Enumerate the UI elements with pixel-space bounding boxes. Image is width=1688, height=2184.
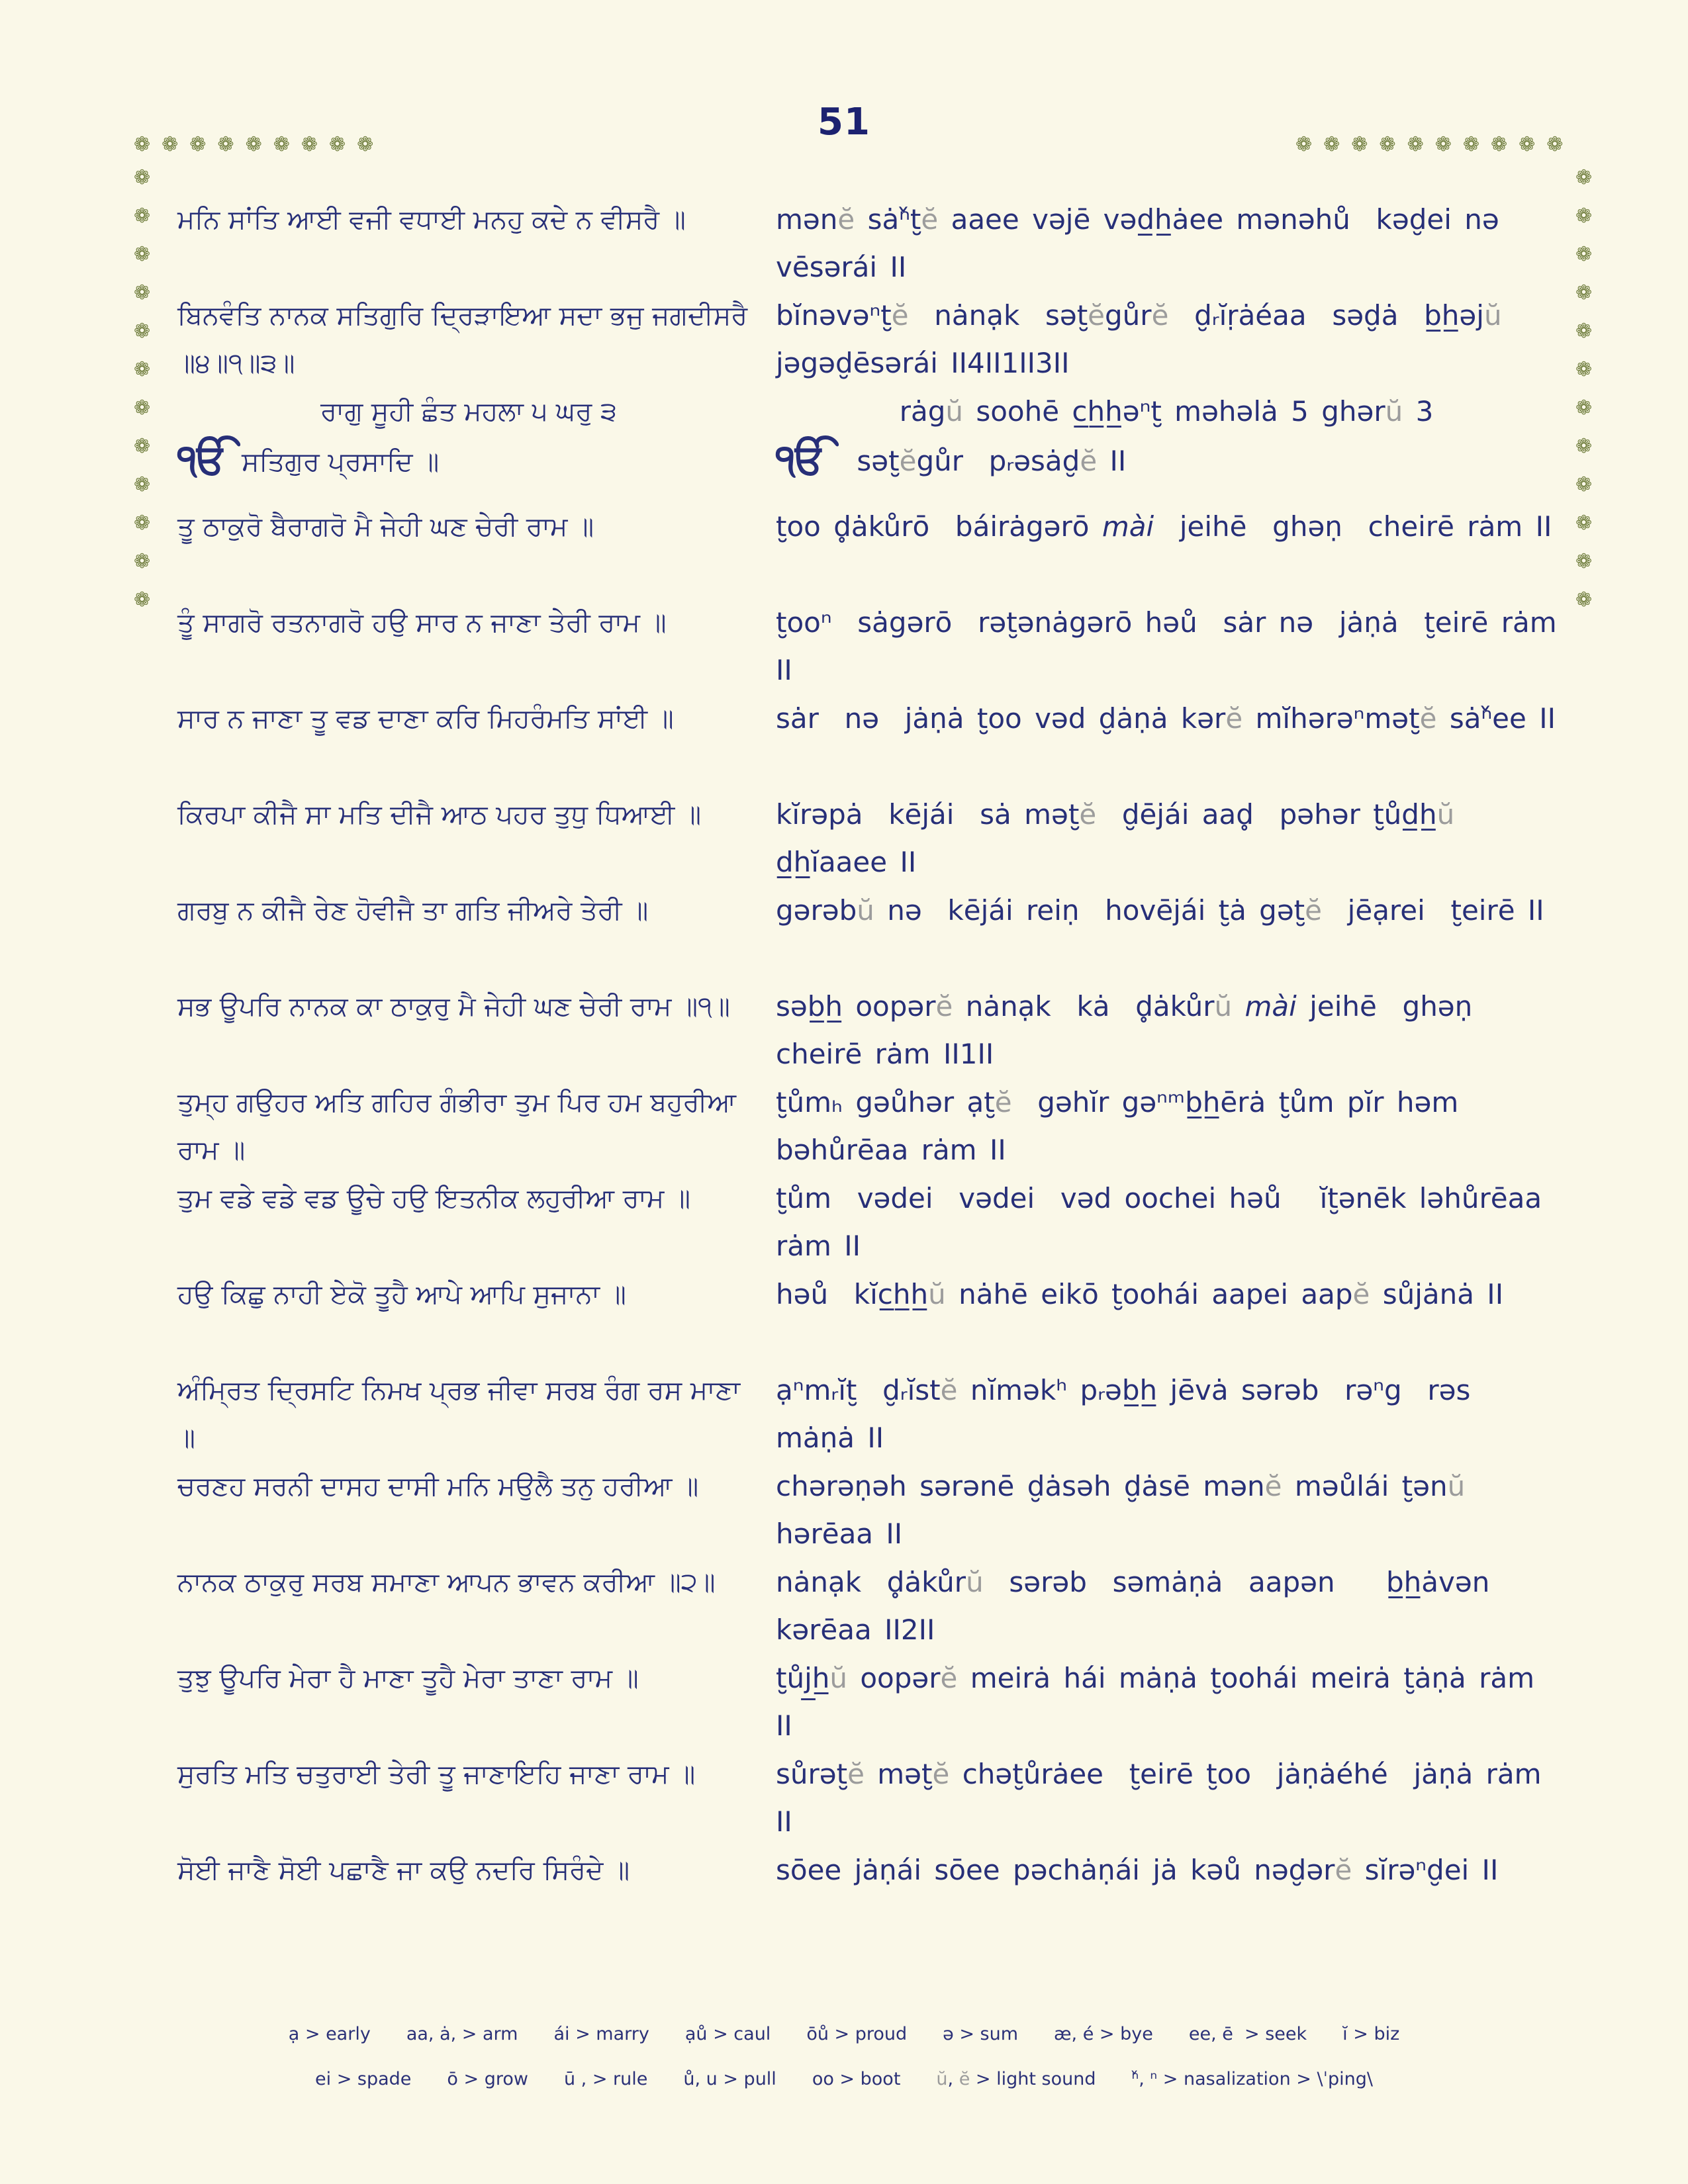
text-segment: nȧnạk d̥ȧkůrŭ sərəb səmȧṇȧ aapən b̲h̲ȧvən kərēaa II2II	[776, 1566, 1503, 1646]
key-entry	[685, 2012, 771, 2057]
light-sound-letter: ĕ	[932, 1758, 950, 1790]
flower-border-top-left	[134, 135, 373, 155]
text-segment: ŭ, ĕ > light sound	[936, 2069, 1096, 2089]
gurmukhi-text	[177, 1559, 760, 1606]
verse-row	[0, 388, 1688, 435]
key-entry	[1054, 2012, 1153, 2057]
light-sound-letter: ĕ	[940, 1374, 958, 1406]
gurmukhi-text	[177, 887, 760, 934]
light-sound-letter: ŭ	[1385, 395, 1403, 428]
verse-row	[0, 196, 1688, 292]
text-segment: ⁿ̌, ⁿ > nasalization > \ˈping\	[1131, 2069, 1373, 2089]
text-segment: ōů > proud	[806, 2024, 908, 2044]
text-segment: oo > boot	[812, 2069, 901, 2089]
verse-row	[0, 791, 1688, 887]
gurmukhi-text	[177, 599, 760, 647]
flower-icon: ❁	[245, 133, 262, 156]
key-entry	[289, 2012, 371, 2057]
text-segment: ਸੁਰਤਿ ਮਤਿ ਚਤੁਰਾਈ ਤੇਰੀ ਤੂ ਜਾਣਾਇਹਿ ਜਾਣਾ ਰਾਮ ॥	[177, 1759, 696, 1790]
flower-icon: ❁	[134, 550, 151, 573]
flower-icon: ❁	[134, 166, 151, 189]
text-segment: ਅੰਮ੍ਰਿਤ ਦ੍ਰਿਸਟਿ ਨਿਮਖ ਪ੍ਰਭ ਜੀਵਾ ਸਰਬ ਰੰਗ ਰਸ ਮਾਣਾ ॥	[177, 1375, 741, 1453]
text-segment: ái > marry	[553, 2024, 649, 2044]
flower-icon: ❁	[162, 133, 179, 156]
text-segment: həů kĭc̲h̲h̲ŭ nȧhē eikō t̮oohái aapei aapĕ sůjȧnȧ II	[776, 1278, 1504, 1310]
flower-icon: ❁	[1575, 243, 1593, 266]
transliteration-text	[776, 1751, 1557, 1846]
light-sound-letter: ŭ	[1214, 990, 1233, 1023]
text-segment: gərəbŭ nə kējái reiṇ hovējái t̮ȧ gət̮ĕ jēạrei t̮eirē II	[776, 894, 1544, 927]
flower-icon: ❁	[134, 396, 151, 420]
text-segment: ਤੂ ਠਾਕੁਰੋ ਬੈਰਾਗਰੋ ਮੈ ਜੇਹੀ ਘਣ ਚੇਰੀ ਰਾਮ ॥	[177, 512, 594, 542]
transliteration-text	[776, 791, 1557, 886]
light-sound-letter: ĕ	[921, 203, 939, 236]
light-sound-letter: ĕ	[1088, 299, 1105, 332]
key-entry	[406, 2012, 518, 2057]
text-segment: jeihē ghəṇ cheirē rȧm II1II	[776, 990, 1485, 1070]
verse-row	[0, 1175, 1688, 1271]
flower-icon: ❁	[134, 281, 151, 304]
text-segment: ō > grow	[447, 2069, 528, 2089]
flower-icon: ❁	[1575, 473, 1593, 496]
text-segment: ਸਾਰ ਨ ਜਾਣਾ ਤੂ ਵਡ ਦਾਣਾ ਕਰਿ ਮਿਹਰੰਮਤਿ ਸਾਂਈ ॥	[177, 704, 674, 734]
flower-icon: ❁	[1546, 133, 1564, 156]
flower-icon: ❁	[134, 133, 151, 156]
transliteration-text	[776, 1271, 1557, 1318]
flower-icon: ❁	[328, 133, 346, 156]
text-segment: ạ > early	[288, 2024, 371, 2044]
flower-icon: ❁	[1575, 166, 1593, 189]
verse-row	[0, 503, 1688, 599]
verse-row	[0, 435, 1688, 503]
text-segment: ਕਿਰਪਾ ਕੀਜੈ ਸਾ ਮਤਿ ਦੀਜੈ ਆਠ ਪਹਰ ਤੁਧੁ ਧਿਆਈ ॥	[177, 799, 702, 830]
key-entry	[1189, 2012, 1307, 2057]
flower-icon: ❁	[134, 205, 151, 228]
light-sound-letter: ĕ	[1352, 1278, 1370, 1310]
text-segment: sōee jȧṇái sōee pəchȧṇái jȧ kəů nəd̮ərĕ sĭrəⁿd̮ei II	[776, 1854, 1499, 1886]
flower-icon: ❁	[1575, 588, 1593, 612]
flower-icon: ❁	[301, 133, 318, 156]
gurmukhi-text	[177, 695, 760, 743]
text-segment: sət̮ĕgůr pᵣəsȧd̮ĕ II	[844, 445, 1127, 477]
light-sound-letter: ĕ	[1335, 1854, 1352, 1886]
gurmukhi-text	[177, 1271, 760, 1318]
flower-icon: ❁	[1575, 512, 1593, 535]
verse-row	[0, 695, 1688, 791]
text-segment: səb̲h̲ oopərĕ nȧnạk kȧ d̥ȧkůrŭ	[776, 990, 1233, 1023]
transliteration-text	[776, 292, 1557, 387]
light-sound-letter: ŭ	[829, 1662, 847, 1694]
transliteration-text	[776, 503, 1557, 551]
ik-onkar-symbol: ੴ	[177, 435, 242, 483]
flower-icon: ❁	[134, 473, 151, 496]
text-segment: ਸਤਿਗੁਰ ਪ੍ਰਸਾਦਿ ॥	[242, 447, 440, 477]
flower-icon: ❁	[1575, 358, 1593, 381]
text-segment: ਨਾਨਕ ਠਾਕੁਰੁ ਸਰਬ ਸਮਾਣਾ ਆਪਨ ਭਾਵਨ ਕਰੀਆ ॥੨॥	[177, 1567, 716, 1598]
transliteration-text	[776, 1559, 1557, 1654]
flower-icon: ❁	[1462, 133, 1479, 156]
pronunciation-key	[0, 2012, 1688, 2102]
gurmukhi-text	[177, 1655, 760, 1702]
light-sound-letter: ŭ	[1483, 299, 1502, 332]
light-sound-letter: ĕ	[1264, 1470, 1282, 1502]
text-segment: ਰਾਗੁ ਸੂਹੀ ਛੰਤ ਮਹਲਾ ੫ ਘਰੁ ੩	[320, 396, 617, 427]
ik-onkar-symbol: ੴ	[776, 435, 845, 483]
transliteration-text	[776, 1367, 1557, 1462]
text-segment: aa, ȧ, > arm	[406, 2024, 518, 2044]
text-segment: kĭrəpȧ kējái sȧ mət̮ĕ d̮ējái aad̥ pəhər t̮ůd̲h̲ŭ d̲h̲ĭaaee II	[776, 798, 1468, 878]
light-sound-letter: ŭ	[1436, 798, 1455, 831]
text-segment: sȧr nə jȧṇȧ t̮oo vəd d̮ȧṇȧ kərĕ mĭhərəⁿmət̮ĕ sȧⁿ̌ee II	[776, 702, 1556, 735]
light-sound-letter: ŭ	[857, 894, 874, 927]
transliteration-text	[776, 1846, 1557, 1894]
verse-row	[0, 887, 1688, 983]
transliteration-text	[776, 388, 1557, 435]
flower-icon: ❁	[1575, 205, 1593, 228]
text-segment: ਤੂੰ ਸਾਗਰੋ ਰਤਨਾਗਰੋ ਹਉ ਸਾਰ ਨ ਜਾਣਾ ਤੇਰੀ ਰਾਮ ॥	[177, 608, 667, 638]
text-segment: ū , > rule	[563, 2069, 648, 2089]
light-sound-letter: ĕ	[891, 299, 909, 332]
key-entry	[564, 2057, 647, 2102]
transliteration-text	[776, 1175, 1568, 1270]
flower-icon: ❁	[1575, 320, 1593, 343]
text-segment: mài	[1244, 990, 1297, 1023]
verse-row	[0, 1846, 1688, 1899]
page-number: 51	[818, 101, 870, 144]
text-segment: ਮਨਿ ਸਾਂਤਿ ਆਈ ਵਜੀ ਵਧਾਈ ਮਨਹੁ ਕਦੇ ਨ ਵੀਸਰੈ ॥	[177, 205, 686, 235]
flower-icon: ❁	[1379, 133, 1396, 156]
text-segment: bĭnəvəⁿt̮ĕ nȧnạk sət̮ĕgůrĕ d̮ᵣĭṛȧéaa səd̮ȧ b̲h̲əjŭ jəgəd̮ēsərái II4II1II3II	[776, 299, 1515, 379]
text-segment: ਹਉ ਕਿਛੁ ਨਾਹੀ ਏਕੋ ਤੂਹੈ ਆਪੇ ਆਪਿ ਸੁਜਾਨਾ ॥	[177, 1279, 626, 1310]
gurmukhi-text	[177, 1463, 760, 1510]
text-segment: t̮ooⁿ sȧgərō rət̮ənȧgərō həů sȧr nə jȧṇȧ t̮eirē rȧm II	[776, 606, 1570, 686]
verse-list	[0, 196, 1688, 1899]
key-entry	[447, 2057, 528, 2102]
text-segment: ee, ē > seek	[1188, 2024, 1307, 2044]
flower-icon: ❁	[1490, 133, 1508, 156]
gurmukhi-text	[177, 1079, 760, 1174]
text-segment: sůrət̮ĕ mət̮ĕ chət̮ůrȧee t̮eirē t̮oo jȧṇȧéhé jȧṇȧ rȧm II	[776, 1758, 1554, 1838]
transliteration-text	[776, 196, 1557, 291]
key-entry	[1342, 2012, 1399, 2057]
flower-icon: ❁	[1575, 396, 1593, 420]
flower-icon: ❁	[357, 133, 374, 156]
flower-icon: ❁	[1295, 133, 1313, 156]
verse-row	[0, 1655, 1688, 1751]
transliteration-text	[776, 983, 1557, 1078]
flower-icon: ❁	[1519, 133, 1536, 156]
flower-icon: ❁	[1575, 550, 1593, 573]
light-sound-letter: ĕ	[1080, 445, 1098, 477]
flower-icon: ❁	[189, 133, 207, 156]
key-entry	[553, 2012, 649, 2057]
flower-icon: ❁	[1351, 133, 1368, 156]
gurmukhi-text	[177, 196, 760, 244]
light-sound-letter: ĕ	[1151, 299, 1169, 332]
text-segment: ĭ > biz	[1342, 2024, 1400, 2044]
flower-icon: ❁	[134, 588, 151, 612]
verse-row	[0, 1271, 1688, 1367]
text-segment: t̮ům vədei vədei vəd oochei həů ĭt̮ənēk ləhůrēaa rȧm II	[776, 1182, 1568, 1262]
light-sound-letter: ŭ	[966, 1566, 984, 1598]
transliteration-text	[776, 1079, 1557, 1174]
flower-icon: ❁	[134, 358, 151, 381]
verse-row	[0, 1559, 1688, 1655]
light-sound-letter: ĕ	[1305, 894, 1322, 927]
light-sound-letter: ĕ	[1419, 702, 1437, 735]
text-segment: ə > sum	[943, 2024, 1019, 2044]
text-segment: ਤੁਝੁ ਊਪਰਿ ਮੇਰਾ ਹੈ ਮਾਣਾ ਤੂਹੈ ਮੇਰਾ ਤਾਣਾ ਰਾਮ ॥	[177, 1663, 639, 1694]
verse-row	[0, 599, 1688, 695]
text-segment: jeihē ghəṇ cheirē rȧm II	[1154, 510, 1552, 543]
text-segment: chərəṇəh sərənē d̮ȧsəh d̮ȧsē mənĕ məůlái t̮ənŭ hərēaa II	[776, 1470, 1478, 1550]
text-segment: ਤੁਮ ਵਡੇ ਵਡੇ ਵਡ ਊਚੇ ਹਉ ਇਤਨੀਕ ਲਹੁਰੀਆ ਰਾਮ ॥	[177, 1183, 690, 1214]
text-segment: ਬਿਨਵੰਤਿ ਨਾਨਕ ਸਤਿਗੁਰਿ ਦ੍ਰਿੜਾਇਆ ਸਦਾ ਭਜੁ ਜਗਦੀਸਰੈ ॥੪॥੧॥੩॥	[177, 300, 748, 379]
light-sound-letter: ĕ	[899, 445, 917, 477]
flower-icon: ❁	[1575, 435, 1593, 458]
verse-row	[0, 983, 1688, 1079]
flower-icon: ❁	[1407, 133, 1424, 156]
text-segment: æ, é > bye	[1054, 2024, 1153, 2044]
transliteration-text	[776, 435, 1557, 485]
verse-row	[0, 1367, 1688, 1463]
light-sound-letter: ĕ	[935, 990, 953, 1023]
text-segment: mài	[1102, 510, 1154, 543]
gurmukhi-text	[177, 1846, 760, 1894]
text-segment: t̮ůmₕ gəůhər ạt̮ĕ gəhĭr gəⁿᵐb̲h̲ērȧ t̮ům pĭr həm bəhůrēaa rȧm II	[776, 1086, 1472, 1166]
transliteration-text	[776, 887, 1557, 934]
key-entry	[943, 2012, 1018, 2057]
light-sound-letter: ĕ	[1079, 798, 1097, 831]
text-segment: ei > spade	[315, 2069, 412, 2089]
light-sound-letter: ŭ	[1447, 1470, 1466, 1502]
flower-border-top-right	[1295, 135, 1563, 155]
transliteration-text	[776, 1463, 1557, 1558]
gurmukhi-text	[177, 292, 760, 387]
text-segment: rȧgŭ soohē c̲h̲h̲əⁿt̮ məhəlȧ 5 ghərŭ 3	[899, 395, 1434, 428]
light-sound-letter: ŭ	[928, 1278, 946, 1310]
gurmukhi-text	[177, 791, 760, 839]
text-segment: ਚਰਣਹ ਸਰਨੀ ਦਾਸਹ ਦਾਸੀ ਮਨਿ ਮਉਲੈ ਤਨੁ ਹਰੀਆ ॥	[177, 1471, 699, 1502]
key-entry	[806, 2012, 907, 2057]
key-entry	[812, 2057, 901, 2102]
gurmukhi-text	[177, 1175, 760, 1222]
text-segment: ạⁿmᵣĭt̮ d̮ᵣĭstĕ nĭməkʰ pᵣəb̲h̲ jēvȧ sərəb rəⁿg rəs mȧṇȧ II	[776, 1374, 1483, 1454]
key-entry	[936, 2057, 1096, 2102]
key-entry	[315, 2057, 411, 2102]
gurmukhi-text	[177, 503, 760, 551]
light-sound-letter: ĕ	[1225, 702, 1243, 735]
verse-row	[0, 1751, 1688, 1846]
light-sound-letter: ĕ	[837, 203, 855, 236]
key-entry	[1132, 2057, 1373, 2102]
transliteration-text	[776, 1655, 1557, 1750]
pronunciation-key-row	[0, 2057, 1688, 2102]
flower-icon: ❁	[273, 133, 290, 156]
light-sound-letter: ĕ	[847, 1758, 865, 1790]
text-segment: ů, u > pull	[683, 2069, 776, 2089]
flower-icon: ❁	[134, 243, 151, 266]
flower-icon: ❁	[1575, 281, 1593, 304]
gurmukhi-text	[177, 983, 760, 1030]
gurmukhi-text	[177, 1751, 760, 1798]
verse-row	[0, 1463, 1688, 1559]
light-sound-letter: ŭ	[936, 2069, 948, 2089]
transliteration-text	[776, 599, 1570, 694]
transliteration-text	[776, 695, 1557, 743]
text-segment: ਸਭ ਊਪਰਿ ਨਾਨਕ ਕਾ ਠਾਕੁਰੁ ਮੈ ਜੇਹੀ ਘਣ ਚੇਰੀ ਰਾਮ ॥੧॥	[177, 991, 730, 1022]
text-segment: ạů > caul	[684, 2024, 771, 2044]
flower-icon: ❁	[134, 435, 151, 458]
key-entry	[683, 2057, 776, 2102]
light-sound-letter: ĕ	[959, 2069, 970, 2089]
flower-icon: ❁	[1434, 133, 1452, 156]
gurmukhi-text	[177, 1367, 760, 1462]
verse-row	[0, 1079, 1688, 1175]
light-sound-letter: ĕ	[994, 1086, 1012, 1118]
text-segment: ਸੋਈ ਜਾਣੈ ਸੋਈ ਪਛਾਣੈ ਜਾ ਕਉ ਨਦਰਿ ਸਿਰੰਦੇ ॥	[177, 1855, 630, 1886]
text-segment: t̮oo d̥ȧkůrō báirȧgərō	[776, 510, 1102, 543]
text-segment: t̮ůj̲h̲ŭ oopərĕ meirȧ hái mȧṇȧ t̮oohái meirȧ t̮ȧṇȧ rȧm II	[776, 1662, 1548, 1742]
light-sound-letter: ŭ	[945, 395, 963, 428]
gurmukhi-text	[177, 388, 760, 435]
text-segment: mənĕ sȧⁿ̌t̮ĕ aaee vəjē vəd̲h̲ȧee mənəhů kəd̮ei nə vēsərái II	[776, 203, 1513, 283]
flower-icon: ❁	[134, 512, 151, 535]
light-sound-letter: ĕ	[940, 1662, 958, 1694]
text-segment: ਗਰਬੁ ਨ ਕੀਜੈ ਰੇਣ ਹੋਵੀਜੈ ਤਾ ਗਤਿ ਜੀਅਰੇ ਤੇਰੀ ॥	[177, 895, 649, 926]
flower-icon: ❁	[134, 320, 151, 343]
verse-row	[0, 292, 1688, 388]
flower-icon: ❁	[1323, 133, 1340, 156]
flower-icon: ❁	[217, 133, 234, 156]
pronunciation-key-row	[0, 2012, 1688, 2057]
text-segment: ਤੁਮ੍ਹ ਗਉਹਰ ਅਤਿ ਗਹਿਰ ਗੰਭੀਰਾ ਤੁਮ ਪਿਰ ਹਮ ਬਹੁਰੀਆ ਰਾਮ ॥	[177, 1087, 737, 1165]
gurmukhi-text	[177, 435, 760, 486]
